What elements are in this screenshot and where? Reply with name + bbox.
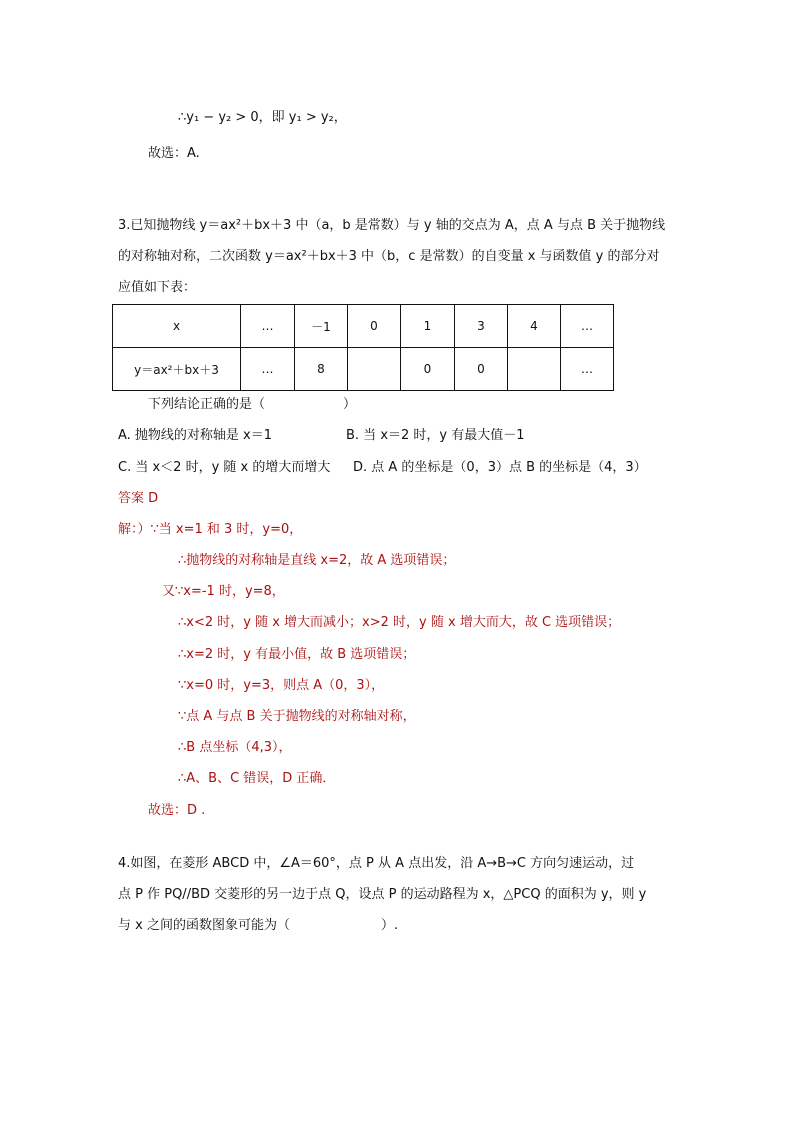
table-cell <box>508 348 561 391</box>
table-cell: 0 <box>455 348 508 391</box>
table-cell: 1 <box>401 305 455 348</box>
solution-line-5: ∴x=2 时，y 有最小值，故 B 选项错误； <box>178 647 416 662</box>
table-cell: 0 <box>348 305 401 348</box>
q3-prompt: 下列结论正确的是（ ） <box>148 397 357 412</box>
q3-option-d: D. 点 A 的坐标是（0，3）点 B 的坐标是（4，3） <box>353 460 647 475</box>
table-cell: … <box>241 305 295 348</box>
table-cell: x <box>113 305 241 348</box>
table-cell: 4 <box>508 305 561 348</box>
prev-answer: 故选：A. <box>148 146 200 161</box>
q4-text-line1: 4.如图，在菱形 ABCD 中，∠A＝60°，点 P 从 A 点出发，沿 A→B→C 方向匀速运动，过 <box>118 856 635 871</box>
table-cell: … <box>241 348 295 391</box>
solution-line-2: ∴抛物线的对称轴是直线 x=2，故 A 选项错误； <box>178 553 456 568</box>
value-table <box>112 304 614 391</box>
table-cell: y＝ax²＋bx＋3 <box>113 348 241 391</box>
table-row-y <box>113 348 614 391</box>
q3-final-answer: 故选：D . <box>148 803 206 818</box>
table-cell: … <box>561 348 614 391</box>
table-cell: … <box>561 305 614 348</box>
q3-option-b: B. 当 x＝2 时，y 有最大值－1 <box>346 428 525 443</box>
table-cell <box>348 348 401 391</box>
q3-text-line1: 3.已知抛物线 y＝ax²＋bx＋3 中（a，b 是常数）与 y 轴的交点为 A，点 A 与点 B 关于抛物线 <box>118 218 666 233</box>
q3-text-line2: 的对称轴对称，二次函数 y＝ax²＋bx＋3 中（b，c 是常数）的自变量 x 与函数值 y 的部分对 <box>118 249 660 264</box>
solution-line-1: 解：）∵当 x=1 和 3 时，y=0， <box>118 522 303 537</box>
table-cell: 8 <box>295 348 348 391</box>
table-cell: 0 <box>401 348 455 391</box>
table-cell: 3 <box>455 305 508 348</box>
solution-line-7: ∵点 A 与点 B 关于抛物线的对称轴对称， <box>178 709 416 724</box>
q3-option-a: A. 抛物线的对称轴是 x＝1 <box>118 428 273 443</box>
solution-line-9: ∴A、B、C 错误，D 正确． <box>178 771 336 786</box>
q4-text-line2: 点 P 作 PQ//BD 交菱形的另一边于点 Q，设点 P 的运动路程为 x，△PCQ 的面积为 y，则 y <box>118 887 647 902</box>
q3-answer: 答案 D <box>118 491 159 506</box>
solution-line-4: ∴x<2 时，y 随 x 增大而减小；x>2 时，y 随 x 增大而大，故 C 选项错误； <box>178 615 621 630</box>
prev-conclusion: ∴y₁ − y₂ > 0，即 y₁ > y₂， <box>178 110 347 125</box>
table-row-x <box>113 305 614 348</box>
q4-text-line3: 与 x 之间的函数图象可能为（ ）. <box>118 918 399 933</box>
solution-line-8: ∴B 点坐标（4,3）， <box>178 740 292 755</box>
q3-text-line3: 应值如下表： <box>118 280 197 295</box>
solution-line-3: 又∵x=-1 时，y=8， <box>162 584 285 599</box>
q3-option-c: C. 当 x＜2 时，y 随 x 的增大而增大 <box>118 460 331 475</box>
solution-line-6: ∵x=0 时，y=3，则点 A（0，3）， <box>178 678 385 693</box>
table-cell: －1 <box>295 305 348 348</box>
